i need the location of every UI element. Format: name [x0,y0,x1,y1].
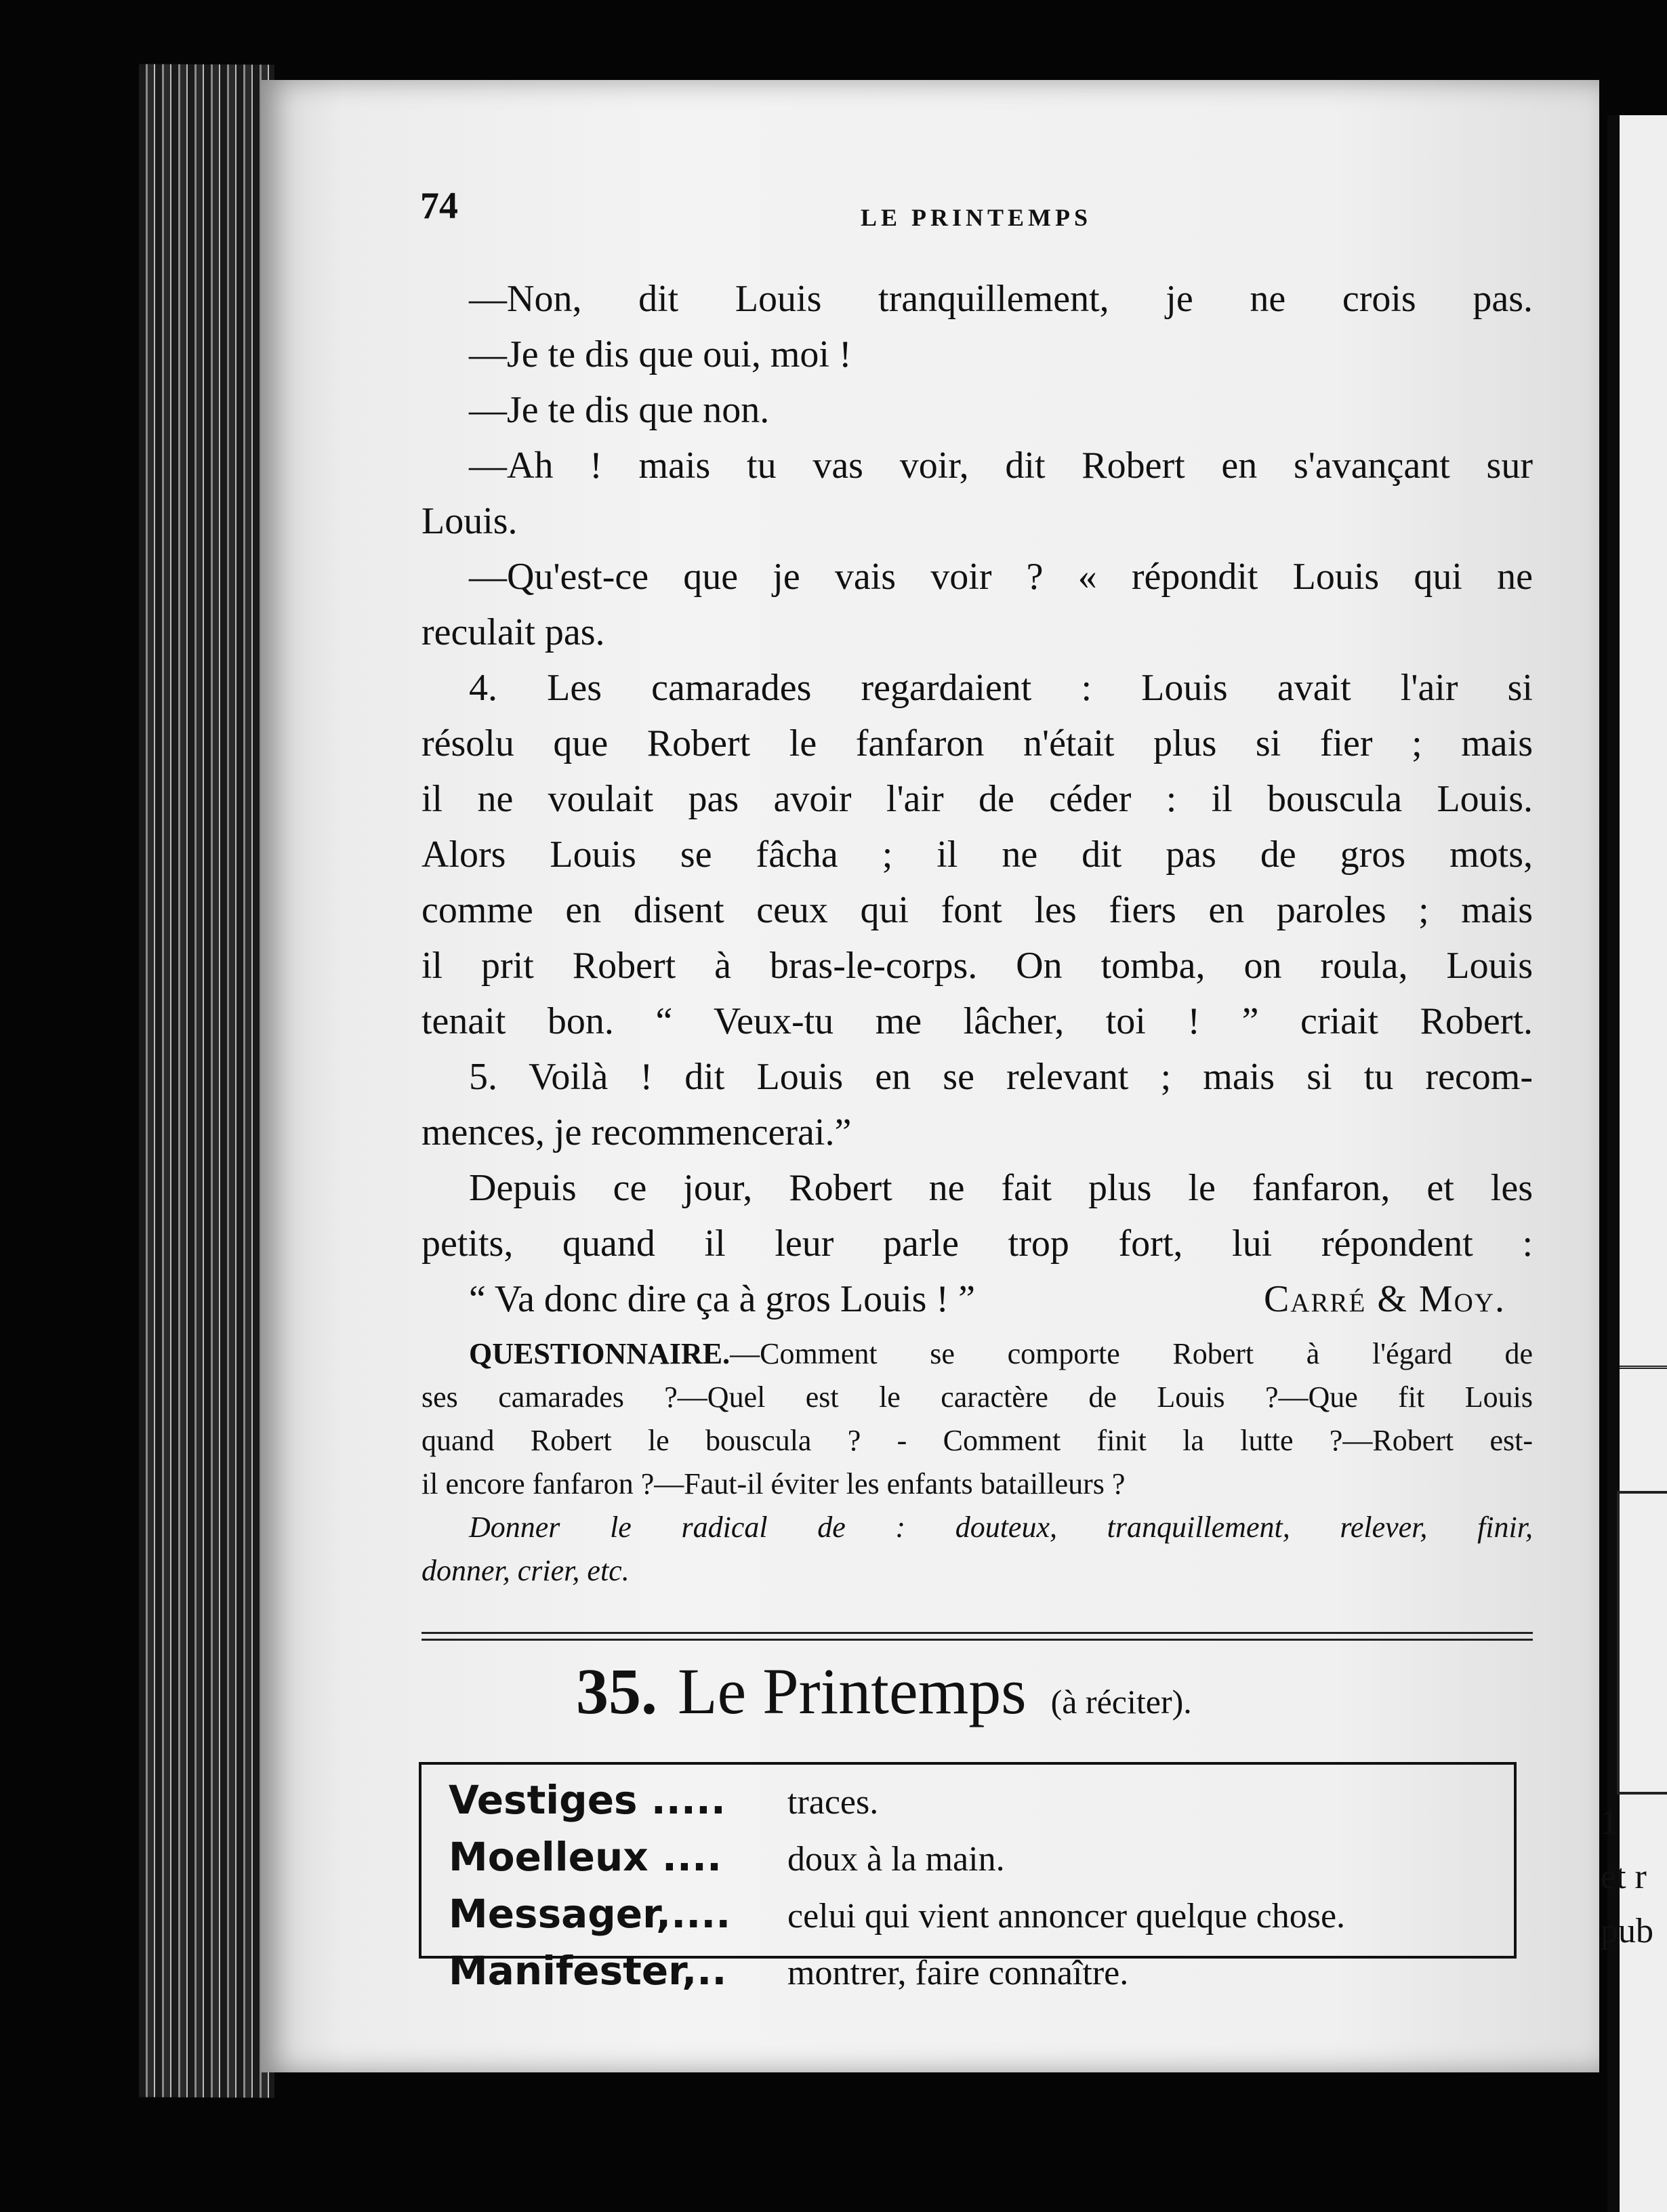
story-line: “ Va donc dire ça à gros Louis ! ” [469,1278,975,1320]
story-line: —Je te dis que oui, moi ! [469,333,852,375]
questionnaire-line: ses camarades ?—Quel est le caractère de Louis ?—Que fit Louis [421,1380,1533,1414]
story-line: mences, je recommencerai.” [421,1111,852,1153]
story-line: reculait pas. [421,611,605,653]
story-line: tenait bon. “ Veux-tu me lâcher, toi ! ” criait Robert. [421,1000,1533,1042]
facing-page-rule [1620,1366,1667,1369]
story-line: —Non, dit Louis tranquillement, je ne crois pas. [469,278,1533,320]
story-line: —Qu'est-ce que je vais voir ? « répondit Louis qui ne [469,556,1533,598]
author-credit: Carré & Moy. [1263,1278,1506,1320]
vocabulary-definition: celui qui vient annoncer quelque chose. [787,1897,1346,1936]
story-line: il ne voulait pas avoir l'air de céder : il bouscula Louis. [421,778,1533,820]
vocabulary-term: Vestiges ..... [449,1777,726,1823]
vocabulary-row [449,1777,1494,1834]
questionnaire-line: il encore fanfaron ?—Faut-il éviter les enfants batailleurs ? [421,1467,1126,1500]
story-line: Depuis ce jour, Robert ne fait plus le fanfaron, et les [469,1167,1533,1209]
section-rule [421,1632,1533,1634]
lesson-note: (à réciter). [1050,1683,1192,1721]
page-header [420,184,1531,232]
vocabulary-term: Messager,.... [449,1891,731,1937]
running-head: LE PRINTEMPS [861,204,1092,231]
vocabulary-term: Moelleux .... [449,1834,722,1880]
story-line: —Ah ! mais tu vas voir, dit Robert en s'avançant sur [469,445,1533,487]
story-line: 4. Les camarades regardaient : Louis avait l'air si [469,667,1533,709]
lesson-number: 35. [576,1655,657,1727]
facing-page-fragment: pub [1601,1912,1653,1950]
story-line: Alors Louis se fâcha ; il ne dit pas de gros mots, [421,834,1533,876]
facing-page-fragment: et r [1601,1858,1647,1896]
lesson-title [576,1654,1192,1729]
story-line: résolu que Robert le fanfaron n'était plus si fier ; mais [421,722,1533,764]
vocabulary-definition: montrer, faire connaître. [787,1954,1129,1992]
vocabulary-row [449,1891,1494,1948]
vocabulary-term: Manifester,.. [449,1948,727,1994]
facing-page [1607,115,1667,2212]
story-line: il prit Robert à bras-le-corps. On tomba, on roula, Louis [421,945,1533,987]
vocabulary-row [449,1948,1494,2005]
story-line: petits, quand il leur parle trop fort, lui répondent : [421,1223,1533,1265]
facing-page-box [1617,1491,1667,1795]
story-line: —Je te dis que non. [469,389,770,431]
questionnaire [421,1332,1533,1593]
page-number: 74 [420,185,458,227]
questionnaire-label: QUESTIONNAIRE. [469,1337,730,1370]
vocabulary-definition: doux à la main. [787,1840,1005,1879]
story-text [421,271,1533,1593]
vocabulary-row [449,1834,1494,1891]
section-rule [421,1639,1533,1641]
vocabulary-box [419,1762,1517,1994]
story-line: Louis. [421,500,518,542]
facing-page-fragment: 1 [1601,1803,1618,1842]
vocabulary-definition: traces. [787,1783,879,1822]
exercise-line: donner, crier, etc. [421,1554,630,1587]
story-line: 5. Voilà ! dit Louis en se relevant ; mais si tu recom- [469,1056,1533,1098]
story-line: comme en disent ceux qui font les fiers en paroles ; mais [421,889,1533,931]
exercise-line: Donner le radical de : douteux, tranquillement, relever, finir, [469,1511,1533,1544]
questionnaire-line: QUESTIONNAIRE.—Comment se comporte Robert à l'égard de [469,1337,1533,1370]
story-line-with-author [421,1271,1533,1327]
questionnaire-line: quand Robert le bouscula ? - Comment finit la lutte ?—Robert est- [421,1424,1533,1457]
book-page-edges [139,64,274,2097]
lesson-heading: Le Printemps [678,1655,1027,1727]
